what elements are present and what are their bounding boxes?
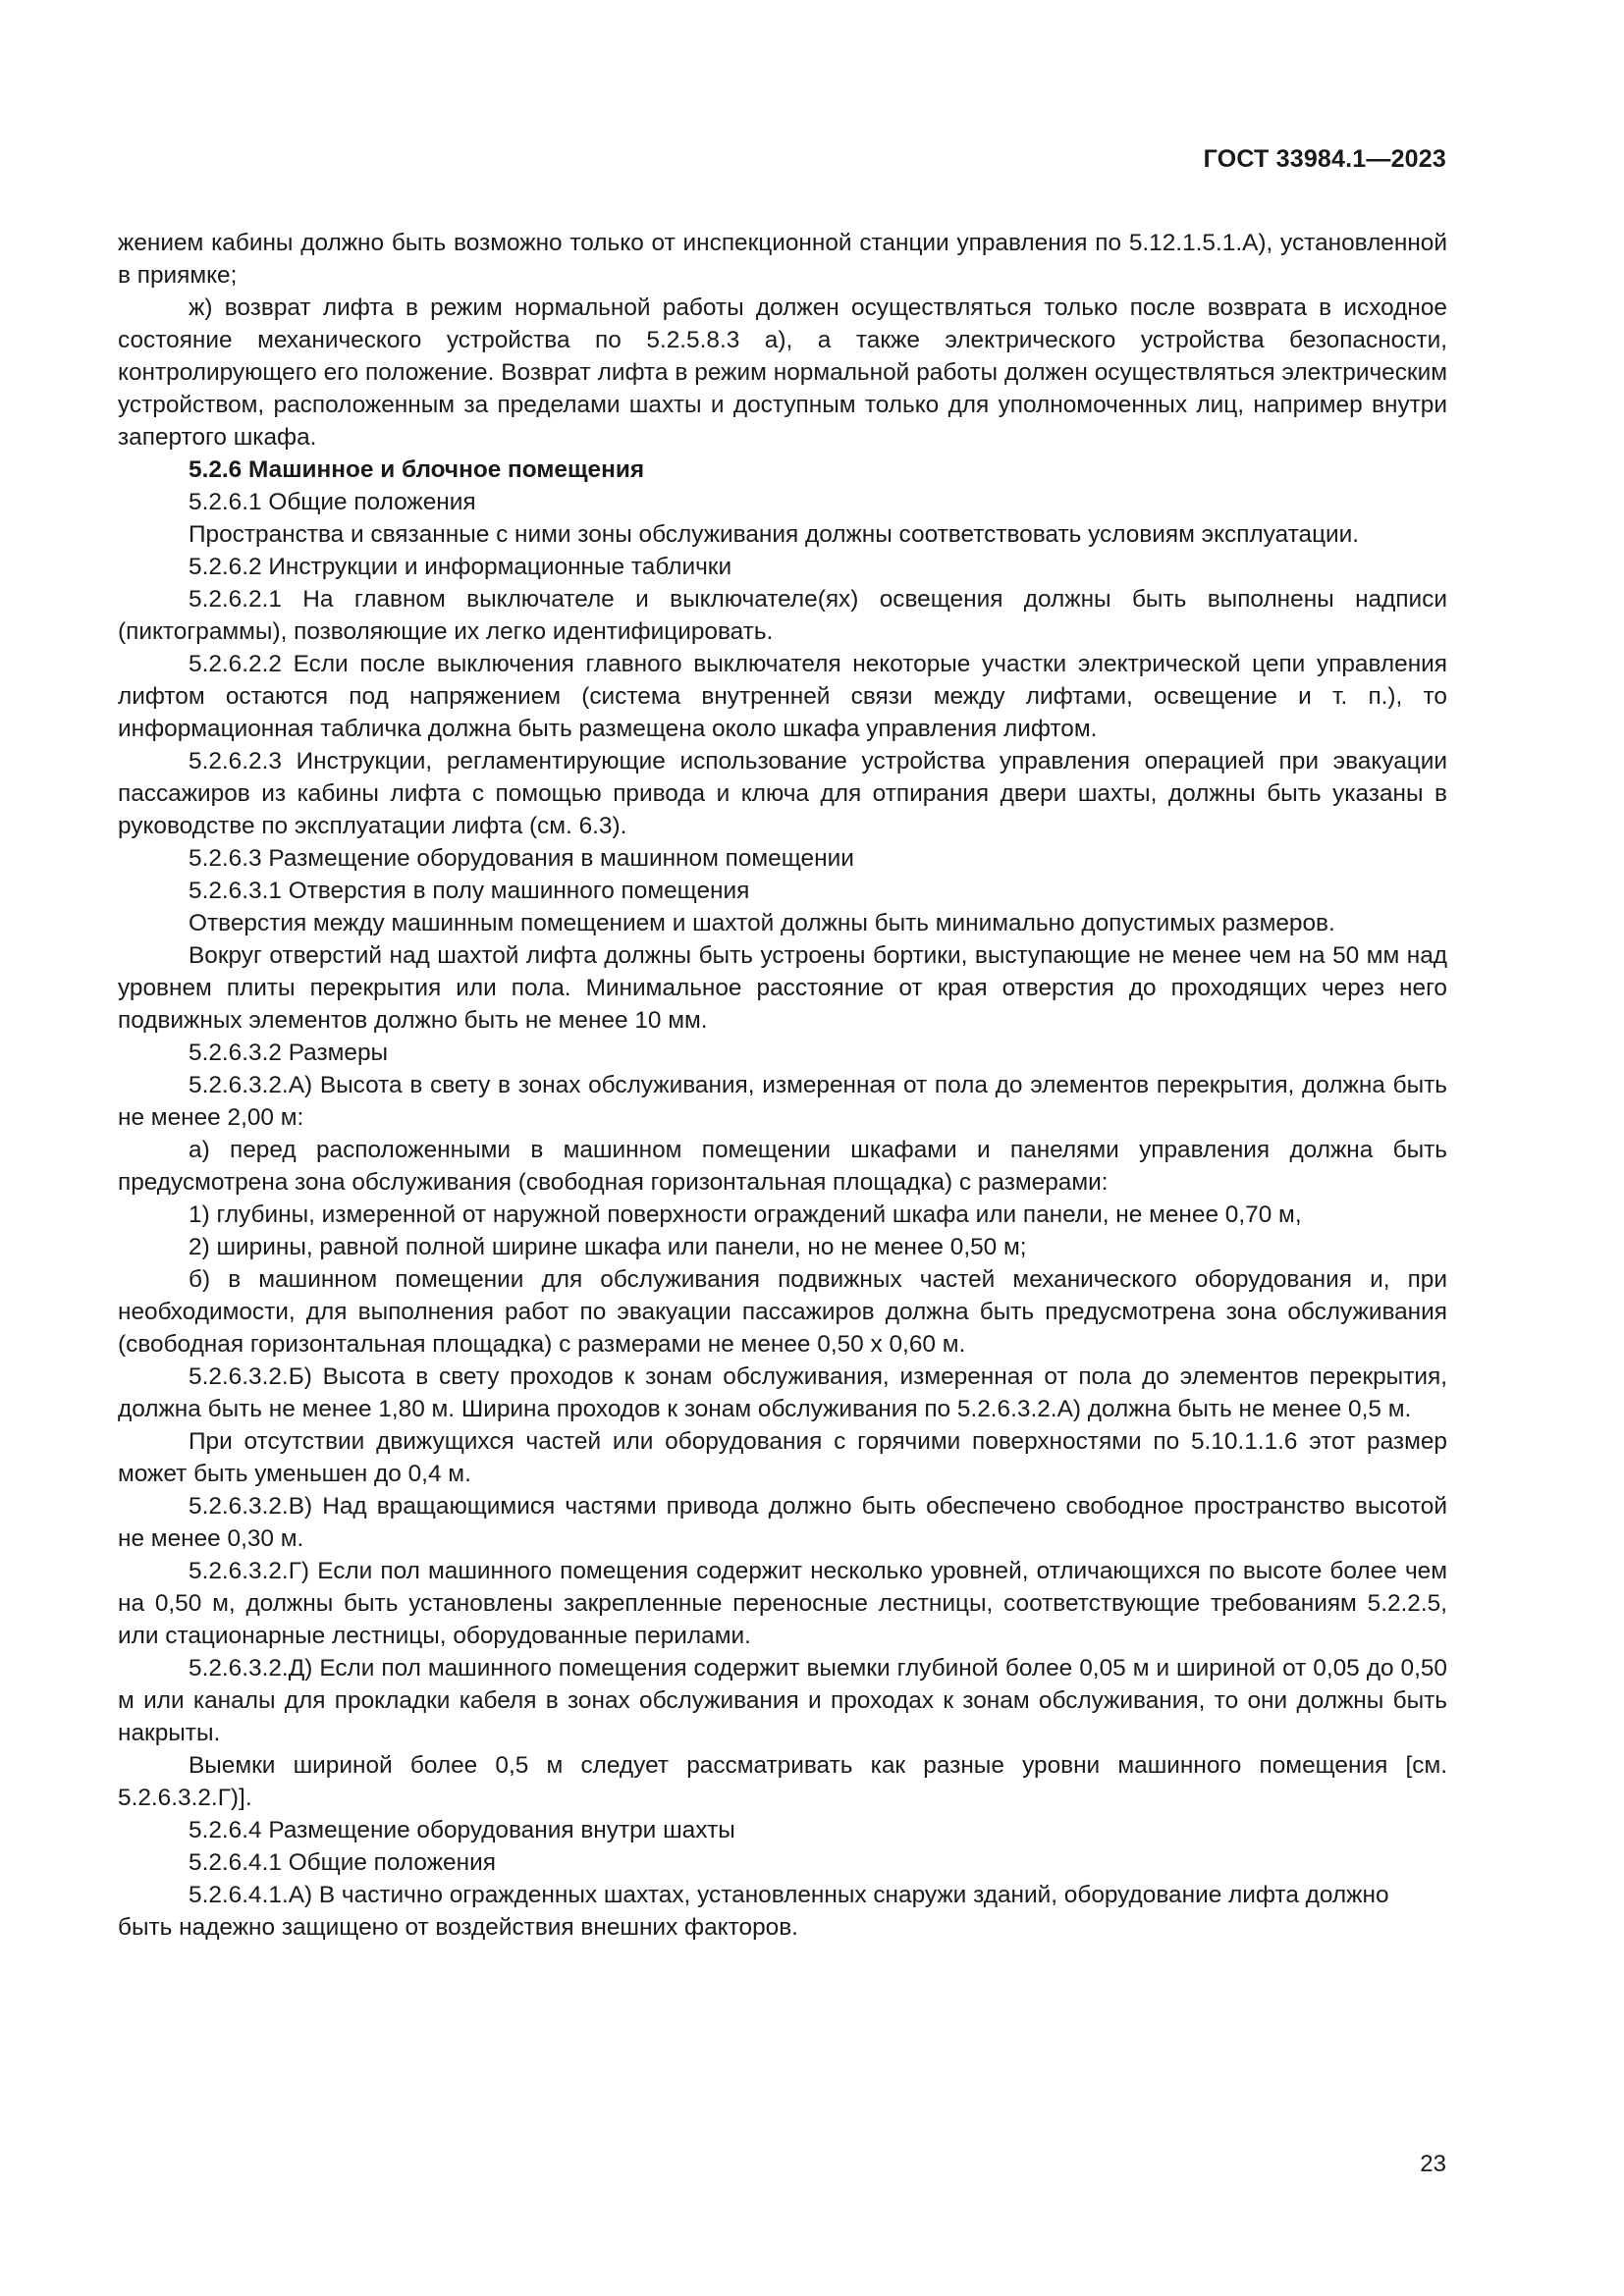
paragraph: 5.2.6.3.2.Б) Высота в свету проходов к зонам обслуживания, измеренная от пола до элементов перекрытия, должна быть не менее 1,80 м. Ширина проходов к зонам обслуживания по 5.2.6.3.2.А) должна быть не менее 0,5 м. (118, 1363, 1447, 1422)
document-header: ГОСТ 33984.1—2023 (1203, 145, 1446, 173)
subsection-heading: 5.2.6.4 Размещение оборудования внутри шахты (189, 1817, 735, 1843)
paragraph: При отсутствии движущихся частей или оборудования с горячими поверхностями по 5.10.1.1.6 этот размер может быть уменьшен до 0,4 м. (118, 1428, 1447, 1487)
subsection-heading: 5.2.6.4.1 Общие положения (189, 1849, 496, 1876)
paragraph: 5.2.6.3.2.В) Над вращающимися частями привода должно быть обеспечено свободное пространство высотой не менее 0,30 м. (118, 1493, 1447, 1552)
paragraph: 5.2.6.3.2.Д) Если пол машинного помещения содержит выемки глубиной более 0,05 м и шириной от 0,05 до 0,50 м или каналы для прокладки кабеля в зонах обслуживания и проходах к зонам обслуживания, то они должны быть накрыты. (118, 1655, 1447, 1746)
list-item: 2) ширины, равной полной ширине шкафа или панели, но не менее 0,50 м; (189, 1234, 1027, 1260)
paragraph: 5.2.6.4.1.А) В частично огражденных шахтах, установленных снаружи зданий, оборудование лифта должно быть надежно защищено от воздействия внешних факторов. (118, 1882, 1389, 1941)
section-heading: 5.2.6 Машинное и блочное помещения (189, 456, 645, 483)
paragraph: 5.2.6.2.2 Если после выключения главного выключателя некоторые участки электрической цепи управления лифтом остаются под напряжением (система внутренней связи между лифтами, освещение и т. п.), то информационная табличка должна быть размещена около шкафа управления лифтом. (118, 651, 1447, 742)
page-body (118, 227, 1447, 1944)
subsection-heading: 5.2.6.3 Размещение оборудования в машинном помещении (189, 845, 854, 872)
subsection-heading: 5.2.6.3.1 Отверстия в полу машинного помещения (189, 878, 750, 904)
paragraph: 5.2.6.3.2.Г) Если пол машинного помещения содержит несколько уровней, отличающихся по высоте более чем на 0,50 м, должны быть установлены закрепленные переносные лестницы, соответствующие требованиям 5.2.2.5, или стационарные лестницы, оборудованные перилами. (118, 1558, 1447, 1649)
paragraph: 5.2.6.2.3 Инструкции, регламентирующие использование устройства управления операцией при эвакуации пассажиров из кабины лифта с помощью привода и ключа для отпирания двери шахты, должны быть указаны в руководстве по эксплуатации лифта (см. 6.3). (118, 748, 1447, 839)
paragraph: ж) возврат лифта в режим нормальной работы должен осуществляться только после возврата в исходное состояние механического устройства по 5.2.5.8.3 а), а также электрического устройства безопасности, контролирующего его положение. Возврат лифта в режим нормальной работы должен осуществляться электрическим устройством, расположенным за пределами шахты и доступным только для уполномоченных лиц, например внутри запертого шкафа. (118, 294, 1447, 451)
paragraph: Вокруг отверстий над шахтой лифта должны быть устроены бортики, выступающие не менее чем на 50 мм над уровнем плиты перекрытия или пола. Минимальное расстояние от края отверстия до проходящих через него подвижных элементов должно быть не менее 10 мм. (118, 942, 1447, 1034)
list-item: б) в машинном помещении для обслуживания подвижных частей механического оборудования и, при необходимости, для выполнения работ по эвакуации пассажиров должна быть предусмотрена зона обслуживания (свободная горизонтальная площадка) с размерами не менее 0,50 х 0,60 м. (118, 1266, 1447, 1358)
subsection-heading: 5.2.6.2 Инструкции и информационные таблички (189, 554, 732, 580)
subsection-heading: 5.2.6.1 Общие положения (189, 489, 476, 515)
paragraph: Отверстия между машинным помещением и шахтой должны быть минимально допустимых размеров. (189, 910, 1335, 936)
subsection-heading: 5.2.6.3.2 Размеры (189, 1040, 389, 1066)
paragraph: 5.2.6.2.1 На главном выключателе и выключателе(ях) освещения должны быть выполнены надписи (пиктограммы), позволяющие их легко идентифицировать. (118, 586, 1447, 645)
paragraph: Пространства и связанные с ними зоны обслуживания должны соответствовать условиям эксплуатации. (189, 521, 1360, 548)
paragraph: 5.2.6.3.2.А) Высота в свету в зонах обслуживания, измеренная от пола до элементов перекрытия, должна быть не менее 2,00 м: (118, 1072, 1447, 1131)
page-number: 23 (1420, 2151, 1446, 2177)
list-item: а) перед расположенными в машинном помещении шкафами и панелями управления должна быть предусмотрена зона обслуживания (свободная горизонтальная площадка) с размерами: (118, 1137, 1447, 1196)
paragraph: Выемки шириной более 0,5 м следует рассматривать как разные уровни машинного помещения [см. 5.2.6.3.2.Г)]. (118, 1752, 1447, 1811)
paragraph: жением кабины должно быть возможно только от инспекционной станции управления по 5.12.1.5.1.А), установленной в приямке; (118, 230, 1447, 289)
list-item: 1) глубины, измеренной от наружной поверхности ограждений шкафа или панели, не менее 0,70 м, (189, 1201, 1302, 1228)
